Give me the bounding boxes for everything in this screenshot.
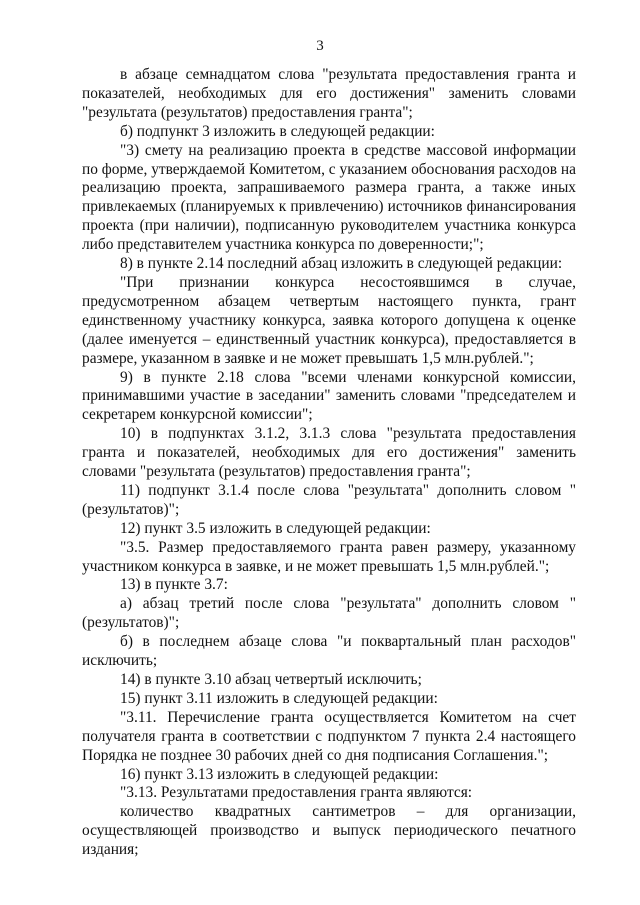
document-body xyxy=(82,66,576,860)
paragraph: б) подпункт 3 изложить в следующей редакции: xyxy=(120,122,435,140)
paragraph: 10) в подпунктах 3.1.2, 3.1.3 слова "результата предоставления гранта и показателей, необходимых для его достижения" заменить словами "результата (результатов) предоставления гранта"; xyxy=(82,425,576,481)
page-number: 3 xyxy=(316,38,324,54)
paragraph: а) абзац третий после слова "результата" дополнить словом "(результатов)"; xyxy=(82,595,576,632)
paragraph: 12) пункт 3.5 изложить в следующей редакции: xyxy=(120,519,431,537)
paragraph: "3.13. Результатами предоставления гранта являются: xyxy=(120,784,473,802)
paragraph: 14) в пункте 3.10 абзац четвертый исключить; xyxy=(120,671,422,688)
paragraph: 9) в пункте 2.18 слова "всеми членами конкурсной комиссии, принимавшими участие в заседании" заменить словами "председателем и секретарем конкурсной комиссии"; xyxy=(82,368,576,424)
paragraph: в абзаце семнадцатом слова "результата предоставления гранта и показателей, необходимых для его достижения" заменить словами "результата (результатов) предоставления гранта"; xyxy=(82,66,576,121)
paragraph: "При признании конкурса несостоявшимся в случае, предусмотренном абзацем четвертым настоящего пункта, грант единственному участнику конкурса, заявка которого допущена к оценке (далее именуется – единственный участник конкурса), предоставляется в размере, указанном в заявке и не может превышать 1,5 млн.рублей."; xyxy=(82,273,576,367)
paragraph: "3.11. Перечисление гранта осуществляется Комитетом на счет получателя гранта в соответствии с подпунктом 7 пункта 2.4 настоящего Порядка не позднее 30 рабочих дней со дня подписания Соглашения."; xyxy=(82,708,576,764)
paragraph: 16) пункт 3.13 изложить в следующей редакции: xyxy=(120,765,439,783)
paragraph: 8) в пункте 2.14 последний абзац изложить в следующей редакции: xyxy=(120,255,563,273)
paragraph: 13) в пункте 3.7: xyxy=(120,576,228,594)
paragraph: 11) подпункт 3.1.4 после слова "результата" дополнить словом "(результатов)"; xyxy=(82,481,576,518)
paragraph: количество квадратных сантиметров – для организации, осуществляющей производство и выпуск периодического печатного издания; xyxy=(82,803,576,859)
paragraph: "3) смету на реализацию проекта в средстве массовой информации по форме, утверждаемой Комитетом, с указанием обоснования расходов на реализацию проекта, запрашиваемого размера гранта, а также иных привлекаемых (планируемых к привлечению) источников финансирования проекта (при наличии), подписанную руководителем участника конкурса либо представителем участника конкурса по доверенности;"; xyxy=(82,141,576,254)
paragraph: б) в последнем абзаце слова "и поквартальный план расходов" исключить; xyxy=(82,633,576,670)
paragraph: 15) пункт 3.11 изложить в следующей редакции: xyxy=(120,689,438,707)
paragraph: "3.5. Размер предоставляемого гранта равен размеру, указанному участником конкурса в заявке, и не может превышать 1,5 млн.рублей."; xyxy=(82,538,576,575)
